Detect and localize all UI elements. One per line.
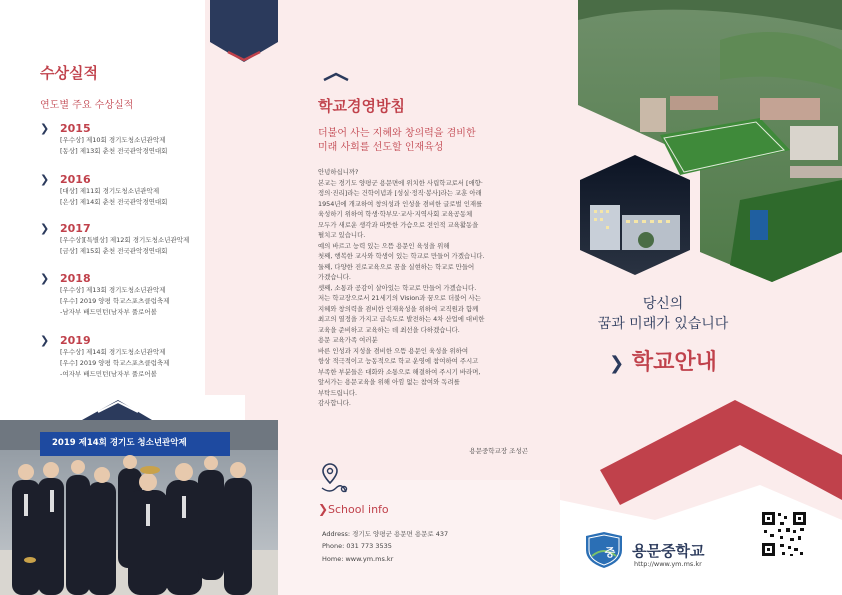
cover-panel [560, 0, 842, 595]
award-item: [우수상][특별상] 제12회 경기도청소년관악제 [60, 236, 190, 244]
policy-line: 모두가 새로운 생각과 따뜻한 가슴으로 전인적 교육활동을 [318, 220, 479, 229]
policy-line: 용문 교육가족 여러분 [318, 336, 378, 344]
policy-subtitle [318, 127, 538, 155]
award-item: [금상] 제15회 춘천 전국관악경연대회 [60, 247, 168, 255]
policy-subtitle-line: 미래 사회를 선도할 인재육성 [318, 142, 444, 153]
policy-line: 바른 인성과 지성을 겸비한 으뜸 용문인 육성을 위하여 [318, 346, 469, 355]
policy-panel [278, 0, 560, 595]
award-item: [우수] 2019 양평 학교스포츠클럽축제 [60, 297, 170, 305]
awards-subtitle: 연도별 주요 수상실적 [40, 100, 134, 111]
chevron-right-icon: ❯ [609, 353, 625, 374]
cover-tagline-line: 꿈과 미래가 있습니다 [597, 316, 729, 332]
chevron-right-icon: ❯ [40, 222, 50, 235]
policy-line: 셋째, 소통과 공감이 살아있는 학교로 만들어 가겠습니다. [318, 283, 477, 292]
policy-subtitle-line: 더불어 사는 지혜와 창의력을 겸비한 [318, 128, 476, 139]
award-item: -남자부 배드민턴(남자부 풀로어볼 [60, 308, 157, 316]
policy-line: 앞서가는 용문교육을 위해 아낌 없는 참여와 독려를 [318, 378, 460, 386]
year-block-2015 [40, 122, 167, 157]
year-label: 2016 [60, 173, 91, 186]
policy-line: 본교는 경기도 양평군 용문면에 위치한 사립학교로서 [애향· [318, 178, 483, 187]
award-item: [동상] 제13회 춘천 전국관악경연대회 [60, 147, 168, 155]
award-item: [우수상] 제14회 경기도청소년관악제 [60, 348, 166, 356]
chevron-right-icon: ❯ [40, 173, 50, 186]
policy-line: 교육을 준비하고 교육하는 데 최선을 다하겠습니다. [318, 325, 460, 334]
policy-line: 저는 학교장으로서 21세기의 Vision과 꿈으로 더불어 사는 [318, 294, 481, 302]
policy-line: 육성하기 위하여 학생·학부모·교사·지역사회 교육공동체 [318, 210, 473, 218]
award-item: [우수상] 제13회 경기도청소년관악제 [60, 286, 166, 294]
school-address: Address: 경기도 양평군 용문면 용문로 437 [322, 530, 449, 538]
policy-line: 지혜와 창의력을 겸비한 인재육성을 위하여 교직원과 함께 [318, 304, 479, 313]
school-phone: Phone: 031 773 3535 [322, 542, 392, 550]
award-item: [대상] 제11회 경기도청소년관악제 [60, 187, 160, 195]
year-label: 2018 [60, 272, 91, 285]
policy-line: 안녕하십니까? [318, 168, 359, 176]
award-item: [우수상] 제10회 경기도청소년관악제 [60, 136, 166, 144]
chevron-right-icon: ❯ [40, 334, 50, 347]
policy-line: 부족한 부분들은 대화와 소통으로 해결하여 주시기 바라며, [318, 367, 481, 376]
award-item: [은상] 제14회 춘천 전국관악경연대회 [60, 198, 168, 206]
policy-line: 둘째, 다양한 진로교육으로 꿈을 실현하는 학교로 만들어 [318, 262, 475, 271]
cover-tagline-line: 당신의 [642, 296, 684, 312]
policy-line: 가겠습니다. [318, 273, 351, 281]
policy-line: 첫째, 행복한 교사와 학생이 있는 학교로 만들어 가겠습니다. [318, 252, 485, 260]
emblem-text: 중 [604, 546, 616, 559]
chevron-right-icon: ❯ [40, 122, 50, 135]
school-home[interactable]: Home: www.ym.ms.kr [322, 555, 394, 563]
policy-line: 항상 적극적이고 능동적으로 학교 운영에 참여하여 주시고 [318, 357, 479, 365]
awards-title: 수상실적 [40, 64, 98, 82]
cover-title-text: 학교안내 [631, 350, 717, 375]
location-icon [318, 462, 350, 496]
award-item: -여자부 배드민턴(남자부 풀로어볼 [60, 370, 157, 378]
cover-tagline [560, 294, 766, 334]
policy-title: 학교경영방침 [318, 97, 405, 115]
school-name: 용문중학교 [632, 542, 705, 560]
principal-signature: 용문중학교장 조성곤 [469, 447, 528, 455]
policy-line: 정의·진리]라는 건학이념과 [성실·정직·봉사]라는 교훈 아래 [318, 189, 482, 197]
year-label: 2015 [60, 122, 91, 135]
school-url[interactable]: http://www.ym.ms.kr [634, 560, 702, 568]
band-photo [0, 420, 278, 595]
policy-line: 1954년에 개교하여 창의성과 인성을 겸비한 글로벌 인재를 [318, 199, 483, 208]
chevron-right-icon: ❯ [40, 272, 50, 285]
school-info-title: School info [328, 503, 389, 516]
award-item: [우수] 2019 양평 학교스포츠클럽축제 [60, 359, 170, 367]
qr-code [760, 510, 808, 558]
year-label: 2017 [60, 222, 91, 235]
year-label: 2019 [60, 334, 91, 347]
policy-body [318, 167, 538, 409]
policy-line: 부탁드립니다. [318, 388, 358, 397]
policy-line: 최고의 열정을 가지고 급속도로 발전하는 4차 산업에 대비한 [318, 315, 485, 323]
banner-text: 2019 제14회 경기도 청소년관악제 [52, 438, 187, 448]
year-block-2018 [40, 272, 169, 318]
policy-line: 감사합니다. [318, 399, 351, 407]
year-block-2019 [40, 334, 169, 380]
year-block-2017 [40, 222, 189, 257]
chevron-right-icon: ❯ [318, 502, 329, 516]
policy-line: 예의 바르고 능력 있는 으뜸 용문인 육성을 위해 [318, 241, 450, 250]
policy-line: 펼치고 있습니다. [318, 231, 366, 239]
awards-panel [0, 0, 278, 595]
cover-title [560, 345, 766, 376]
year-block-2016 [40, 173, 167, 208]
